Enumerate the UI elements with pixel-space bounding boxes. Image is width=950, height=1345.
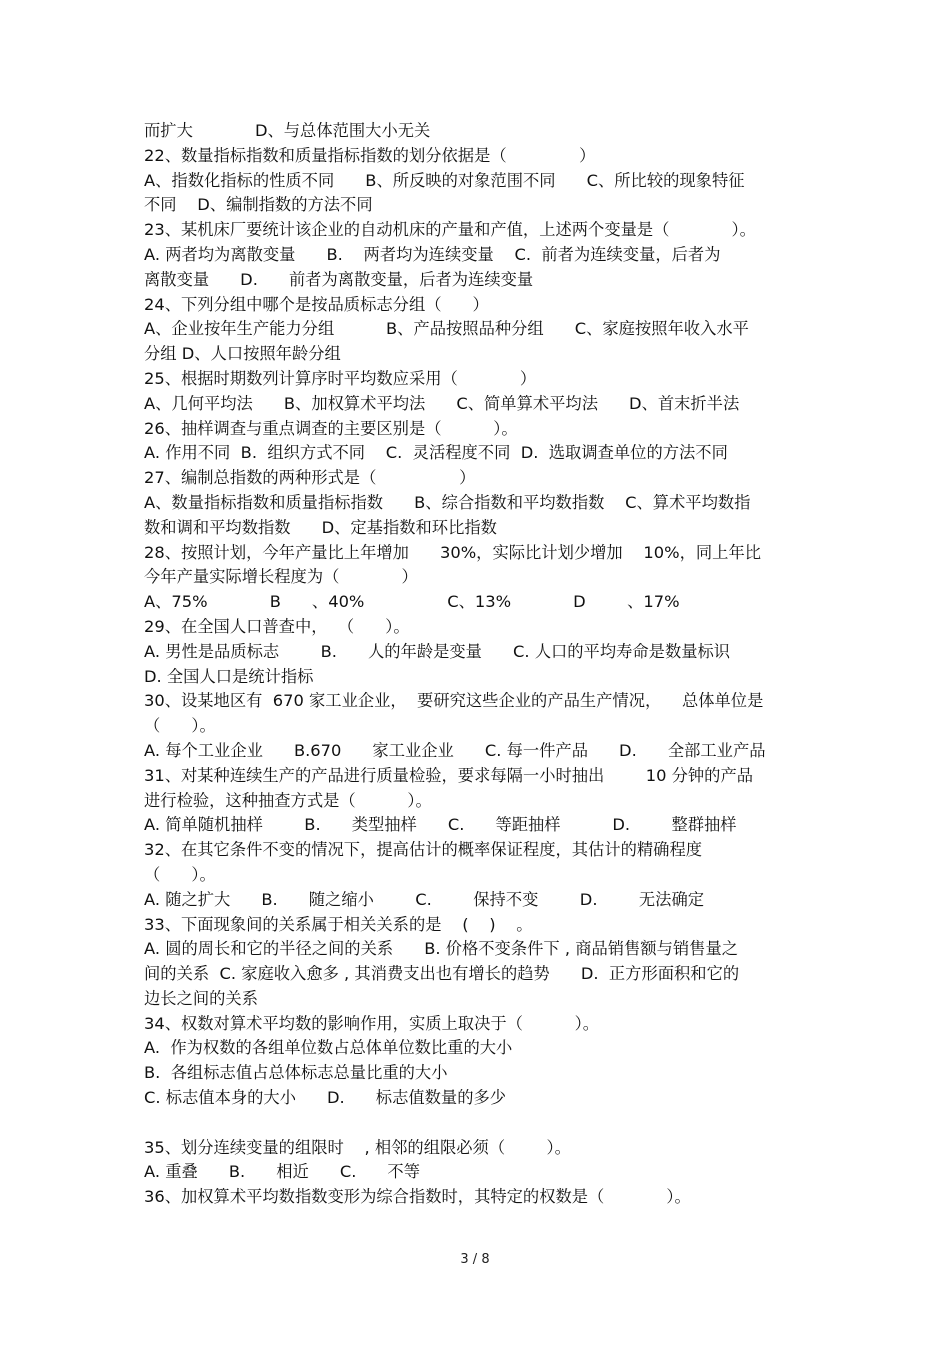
text-line: A. 两者均为离散变量 B. 两者均为连续变量 C. 前者为连续变量，后者为: [144, 244, 721, 264]
text-line: 而扩大 D、与总体范围大小无关: [144, 121, 431, 140]
text-line: A. 作用不同 B. 组织方式不同 C. 灵活程度不同 D. 选取调查单位的方法不同: [144, 443, 728, 463]
text-line: A. 重叠 B. 相近 C. 不等: [144, 1162, 420, 1182]
text-line: 分组 D、人口按照年龄分组: [144, 344, 341, 364]
question-31: 31、对某种连续生产的产品进行质量检验，要求每隔一小时抽出 10 分钟的产品: [144, 765, 754, 785]
text-line: A、指数化指标的性质不同 B、所反映的对象范围不同 C、所比较的现象特征: [144, 170, 745, 190]
text-line: 边长之间的关系: [144, 988, 258, 1008]
text-line: A. 随之扩大 B. 随之缩小 C. 保持不变 D. 无法确定: [144, 889, 705, 909]
question-27: 27、编制总指数的两种形式是（ ）: [144, 468, 476, 488]
question-28: 28、按照计划，今年产量比上年增加 30%，实际比计划少增加 10%，同上年比: [144, 542, 762, 562]
question-36: 36、加权算术平均数指数变形为综合指数时，其特定的权数是（ ）。: [144, 1187, 691, 1207]
question-text-block: [144, 119, 806, 1210]
text-line: B. 各组标志值占总体标志总量比重的大小: [144, 1063, 448, 1083]
text-line: 今年产量实际增长程度为（ ）: [144, 567, 418, 587]
text-line: 数和调和平均数指数 D、定基指数和环比指数: [144, 517, 497, 537]
text-line: D. 全国人口是统计指标: [144, 666, 314, 686]
question-22: 22、数量指标指数和质量指标指数的划分依据是（ ）: [144, 145, 596, 165]
question-34: 34、权数对算术平均数的影响作用，实质上取决于（ ）。: [144, 1013, 600, 1033]
text-line: A. 男性是品质标志 B. 人的年龄是变量 C. 人口的平均寿命是数量标识: [144, 641, 731, 661]
text-line: （ ）。: [144, 716, 216, 736]
question-23: 23、某机床厂要统计该企业的自动机床的产量和产值，上述两个变量是（ ）。: [144, 220, 756, 240]
question-35: 35、划分连续变量的组限时 , 相邻的组限必须（ ）。: [144, 1137, 571, 1157]
text-line: 间的关系 C. 家庭收入愈多 , 其消费支出也有增长的趋势 D. 正方形面积和它的: [144, 964, 740, 984]
question-24: 24、下列分组中哪个是按品质标志分组（ ）: [144, 294, 489, 314]
question-32: 32、在其它条件不变的情况下，提高估计的概率保证程度，其估计的精确程度: [144, 840, 703, 860]
text-line: A、企业按年生产能力分组 B、产品按照品种分组 C、家庭按照年收入水平: [144, 319, 749, 339]
text-line: A. 圆的周长和它的半径之间的关系 B. 价格不变条件下 , 商品销售额与销售量之: [144, 939, 739, 959]
text-line: C. 标志值本身的大小 D. 标志值数量的多少: [144, 1088, 507, 1108]
question-25: 25、根据时期数列计算序时平均数应采用（ ）: [144, 368, 537, 388]
question-33: 33、下面现象间的关系属于相关关系的是 ( ) 。: [144, 914, 533, 934]
question-29: 29、在全国人口普查中， （ ）。: [144, 616, 410, 636]
text-line: A、几何平均法 B、加权算术平均法 C、简单算术平均法 D、首末折半法: [144, 393, 740, 413]
text-line: 不同 D、编制指数的方法不同: [144, 195, 373, 215]
text-line: A. 作为权数的各组单位数占总体单位数比重的大小: [144, 1038, 513, 1058]
question-26: 26、抽样调查与重点调查的主要区别是（ ）。: [144, 418, 518, 438]
text-line: A. 每个工业企业 B.670 家工业企业 C. 每一件产品 D. 全部工业产品: [144, 740, 766, 760]
blank-line: [144, 1111, 806, 1136]
text-line: 进行检验，这种抽查方式是（ ）。: [144, 790, 432, 810]
text-line: （ ）。: [144, 864, 216, 884]
question-30: 30、设某地区有 670 家工业企业， 要研究这些企业的产品生产情况， 总体单位是: [144, 691, 764, 711]
text-line: A. 简单随机抽样 B. 类型抽样 C. 等距抽样 D. 整群抽样: [144, 815, 737, 835]
page-number: 3 / 8: [460, 1252, 490, 1267]
text-line: A、数量指标指数和质量指标指数 B、综合指数和平均数指数 C、算术平均数指: [144, 492, 751, 512]
text-line: 离散变量 D. 前者为离散变量，后者为连续变量: [144, 269, 534, 289]
text-line: A、75% B 、40% C、13% D 、17%: [144, 592, 680, 612]
